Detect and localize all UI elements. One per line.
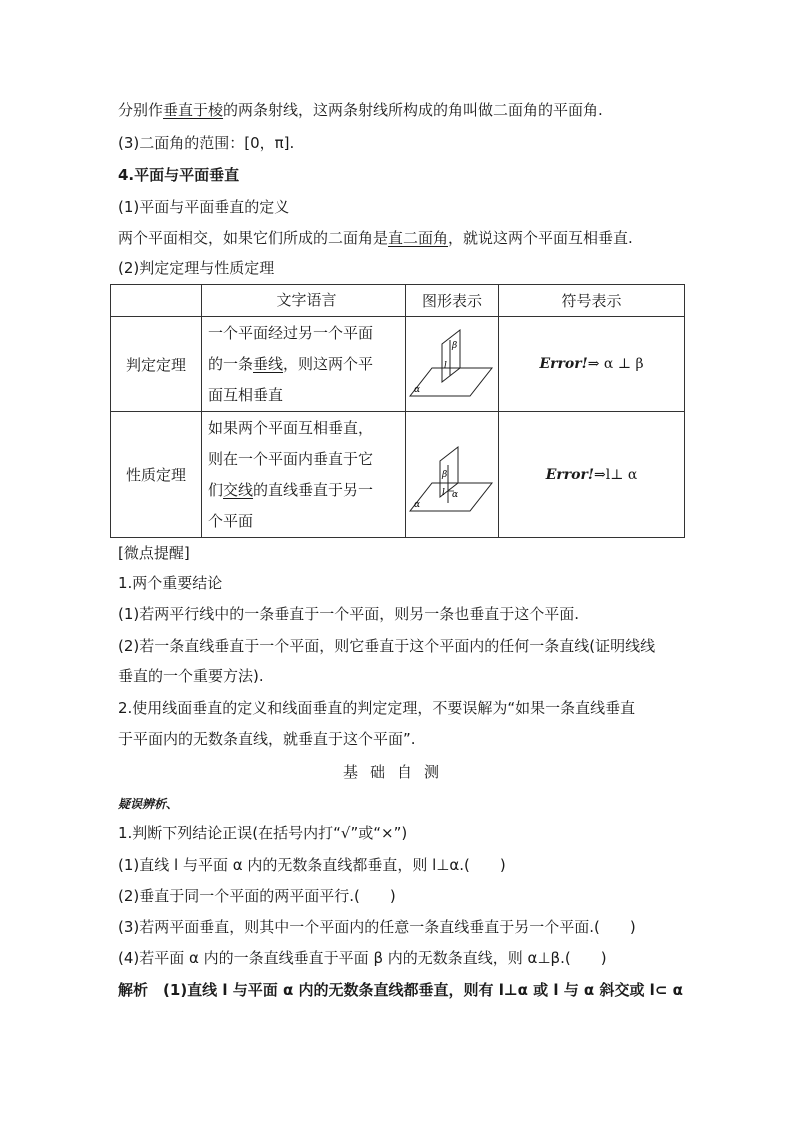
text-span: 们 <box>208 480 224 499</box>
question-item: (4)若平面 α 内的一条直线垂直于平面 β 内的无数条直线，则 α⊥β.( ) <box>118 949 607 967</box>
theorem-text <box>202 317 406 412</box>
underlined-term: 垂直于棱 <box>163 101 224 119</box>
perpendicular-planes-figure <box>406 322 498 402</box>
text-span: 分别作 <box>118 101 164 119</box>
text-span: 的一条 <box>208 354 254 373</box>
figure-label-alpha: α <box>414 499 421 510</box>
text-line: 2.使用线面垂直的定义和线面垂直的判定定理，不要误解为“如果一条直线垂直 <box>118 699 636 717</box>
theorem-table <box>110 284 685 538</box>
answer-text: (1)直线 l 与平面 α 内的无数条直线都垂直，则有 l⊥α 或 l 与 α 斜交或 l⊂ α <box>163 981 683 999</box>
text-line: (1)平面与平面垂直的定义 <box>118 198 290 216</box>
table-header-cell: 图形表示 <box>406 285 499 317</box>
text-span: 面互相垂直 <box>208 385 284 404</box>
text-span: ，就说这两个平面互相垂直. <box>448 229 633 247</box>
answer-label: 解析 <box>118 981 149 999</box>
text-line <box>118 228 633 248</box>
text-line: (3)二面角的范围：[0，π]. <box>118 134 295 152</box>
text-span: 的两条射线，这两条射线所构成的角叫做二面角的平面角. <box>223 101 603 119</box>
figure-label-beta: β <box>442 469 448 480</box>
underlined-term: 直二面角 <box>388 229 449 247</box>
text-span: ，则这两个平 <box>283 354 374 373</box>
figure-label-alpha: α <box>414 385 421 395</box>
symbol-text: ⇒ α ⊥ β <box>587 356 644 372</box>
symbol-text: ⇒l⊥ α <box>594 466 638 483</box>
theorem-text <box>202 412 406 538</box>
perpendicular-planes-figure <box>406 425 498 521</box>
text-span: 则在一个平面内垂直于它 <box>208 449 374 468</box>
theorem-figure <box>406 412 499 538</box>
figure-label-l: l <box>442 487 445 498</box>
tag-mark-icon: 、 <box>166 797 179 811</box>
table-header-cell: 文字语言 <box>202 285 406 317</box>
theorem-name: 性质定理 <box>111 412 202 538</box>
text-span: 如果两个平面互相垂直， <box>208 418 374 437</box>
section-title: 基础自测 <box>342 763 451 781</box>
table-row <box>111 412 685 538</box>
table-row <box>111 317 685 412</box>
text-span <box>208 475 405 506</box>
underlined-term: 交线 <box>223 480 254 499</box>
error-text: Error! <box>539 356 588 372</box>
text-line: 垂直的一个重要方法). <box>118 667 264 685</box>
text-span: 一个平面经过另一个平面 <box>208 323 374 342</box>
text-span: 的直线垂直于另一 <box>253 480 374 499</box>
figure-label-beta: β <box>452 341 458 351</box>
text-line: 1.两个重要结论 <box>118 574 223 592</box>
theorem-figure <box>406 317 499 412</box>
text-line: (2)判定定理与性质定理 <box>118 259 275 277</box>
answer-line <box>118 980 683 1000</box>
section-tag <box>118 795 178 812</box>
text-span <box>208 349 405 380</box>
text-span: 个平面 <box>208 511 254 530</box>
text-line <box>118 100 603 120</box>
theorem-name: 判定定理 <box>111 317 202 412</box>
tag-label: 疑误辨析 <box>118 797 167 811</box>
theorem-symbol <box>499 412 685 538</box>
question-stem: 1.判断下列结论正误(在括号内打“√”或“×”) <box>118 824 408 842</box>
text-line: 于平面内的无数条直线，就垂直于这个平面”. <box>118 730 416 748</box>
section-heading: 4.平面与平面垂直 <box>118 166 240 184</box>
text-line: (1)若两平行线中的一条垂直于一个平面，则另一条也垂直于这个平面. <box>118 605 580 623</box>
table-header-cell <box>111 285 202 317</box>
table-header-cell: 符号表示 <box>499 285 685 317</box>
text-line: (2)若一条直线垂直于一个平面，则它垂直于这个平面内的任何一条直线(证明线线 <box>118 637 656 655</box>
error-text: Error! <box>545 466 594 483</box>
text-span: 两个平面相交，如果它们所成的二面角是 <box>118 229 389 247</box>
table-header-row <box>111 285 685 317</box>
figure-label-l: l <box>444 361 447 371</box>
theorem-symbol <box>499 317 685 412</box>
underlined-term: 垂线 <box>253 354 284 373</box>
question-item: (3)若两平面垂直，则其中一个平面内的任意一条直线垂直于另一个平面.( ) <box>118 918 636 936</box>
question-item: (1)直线 l 与平面 α 内的无数条直线都垂直，则 l⊥α.( ) <box>118 856 506 874</box>
figure-label-alpha: α <box>452 489 459 500</box>
question-item: (2)垂直于同一个平面的两平面平行.( ) <box>118 887 396 905</box>
tip-heading: [微点提醒] <box>118 544 190 562</box>
